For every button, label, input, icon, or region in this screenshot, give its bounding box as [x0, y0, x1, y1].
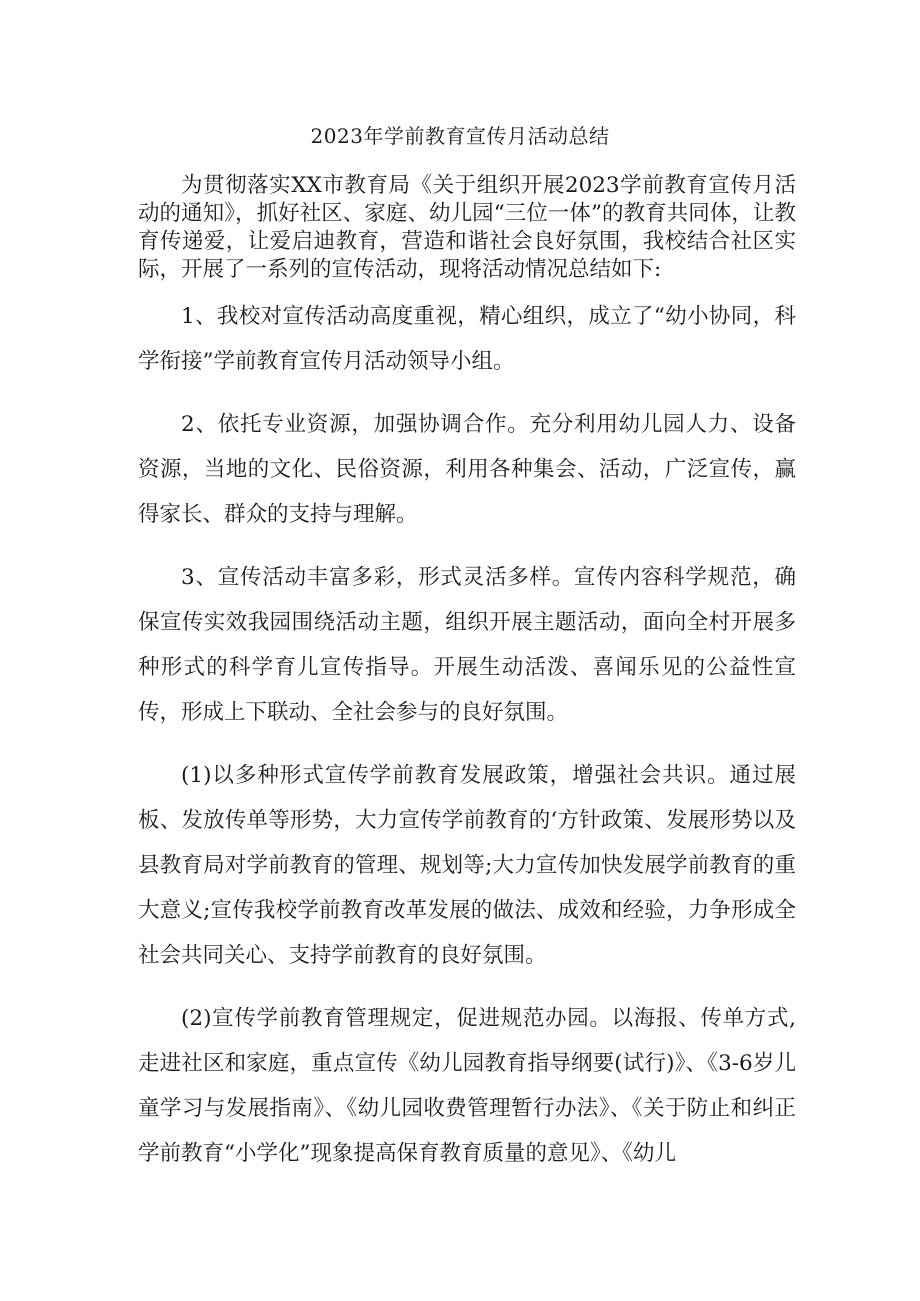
- intro-paragraph: 为贯彻落实XX市教育局《关于组织开展2023学前教育宣传月活动的通知》，抓好社区、家庭、幼儿园“三位一体”的教育共同体，让教育传递爱，让爱启迪教育，营造和谐社会良好氛围，我校结合社区实际，开展了一系列的宣传活动，现将活动情况总结如下:: [138, 173, 796, 282]
- paragraph-4: (1)以多种形式宣传学前教育发展政策，增强社会共识。通过展板、发放传单等形势，大力宣传学前教育的‘方针政策、发展形势以及县教育局对学前教育的管理、规划等;大力宣传加快发展学前教育的重大意义;宣传我校学前教育改革发展的做法、成效和经验，力争形成全社会共同关心、支持学前教育的良好氛围。: [138, 763, 796, 968]
- paragraph-2: 2、依托专业资源，加强协调合作。充分利用幼儿园人力、设备资源，当地的文化、民俗资源，利用各种集会、活动，广泛宣传，赢得家长、群众的支持与理解。: [138, 412, 796, 527]
- paragraph-5: (2)宣传学前教育管理规定，促进规范办园。以海报、传单方式,走进社区和家庭，重点宣传《幼儿园教育指导纲要(试行)》、《3-6岁儿童学习与发展指南》、《幼儿园收费管理暂行办法》、《关于防止和纠正学前教育“小学化”现象提高保育教育质量的意见》、《幼儿: [138, 1006, 796, 1166]
- document-title: 2023年学前教育宣传月活动总结: [310, 124, 610, 148]
- paragraph-3: 3、宣传活动丰富多彩，形式灵活多样。宣传内容科学规范，确保宣传实效我园围绕活动主题，组织开展主题活动，面向全村开展多种形式的科学育儿宣传指导。开展生动活泼、喜闻乐见的公益性宣传，形成上下联动、全社会参与的良好氛围。: [138, 565, 796, 725]
- document-body: [138, 294, 796, 1194]
- paragraph-1: 1、我校对宣传活动高度重视，精心组织，成立了“幼小协同，科学衔接”学前教育宣传月活动领导小组。: [138, 304, 796, 374]
